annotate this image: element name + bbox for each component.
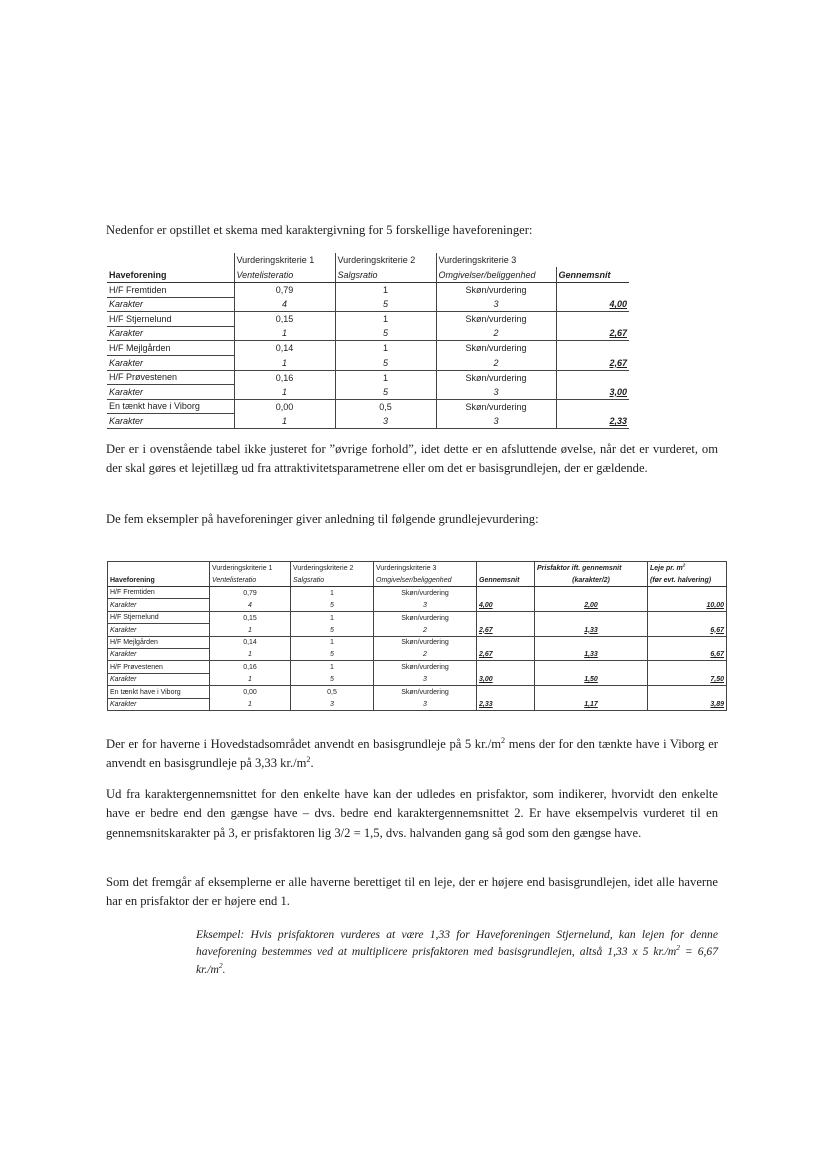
table-cell: 3 [436, 297, 556, 312]
table-cell: 1 [335, 283, 436, 298]
table-cell: 0,5 [291, 686, 374, 698]
table-row [107, 385, 629, 400]
table-cell: 1 [210, 624, 291, 636]
table-cell: Skøn/vurdering [374, 611, 477, 623]
table-cell: 1 [210, 648, 291, 660]
table-cell: 1,50 [535, 673, 648, 685]
table-cell: Skøn/vurdering [374, 636, 477, 648]
conclusion-paragraph: Som det fremgår af eksemplerne er alle haverne berettiget til en leje, der er højere end basisgrundlejen, idet alle haverne har en prisfaktor der er højere end 1. [106, 875, 718, 909]
table-cell: 4,00 [556, 297, 629, 312]
header-cell: Vurderingskriterie 3 [436, 253, 556, 267]
header-cell: (karakter/2) [535, 574, 648, 587]
table-cell: 1 [291, 661, 374, 673]
ground-rent-table [107, 561, 727, 711]
header-cell: Omgivelser/beliggenhed [436, 267, 556, 283]
table-cell: 0,14 [234, 341, 335, 356]
table-cell: 1 [234, 414, 335, 429]
table-row [107, 341, 629, 356]
table-cell: 3 [374, 698, 477, 710]
examples-intro: De fem eksempler på haveforeninger giver anledning til følgende grundlejevurdering: [106, 512, 539, 526]
table-cell: 4 [210, 599, 291, 611]
header-cell: Gennemsnit [556, 267, 629, 283]
table-cell: 7,50 [648, 673, 727, 685]
table-cell: H/F Mejlgården [107, 341, 234, 356]
table-cell [648, 661, 727, 673]
table-row [108, 673, 727, 685]
table-cell: 1 [234, 385, 335, 400]
table-cell: Karakter [107, 326, 234, 341]
table-cell: 2 [374, 648, 477, 660]
header-cell [108, 562, 210, 575]
header-cell: Prisfaktor ift. gennemsnit [535, 562, 648, 575]
table-cell: 2 [374, 624, 477, 636]
header-cell: Ventelisteratio [210, 574, 291, 587]
table-cell [556, 399, 629, 414]
header-cell [107, 253, 234, 267]
table-cell: H/F Prøvestenen [107, 370, 234, 385]
table-row [107, 399, 629, 414]
table-cell: Karakter [107, 355, 234, 370]
table-cell: 5 [291, 599, 374, 611]
table-cell: 4 [234, 297, 335, 312]
table-cell: Skøn/vurdering [436, 341, 556, 356]
header-cell: Vurderingskriterie 2 [335, 253, 436, 267]
example-note [196, 926, 718, 978]
table-cell: 2,33 [477, 698, 535, 710]
table-cell: Skøn/vurdering [436, 399, 556, 414]
table-cell: 0,16 [210, 661, 291, 673]
example-text: = 6,67 kr./m [196, 945, 718, 976]
table-cell [477, 587, 535, 599]
table-cell: 2 [436, 326, 556, 341]
header-cell: Gennemsnit [477, 574, 535, 587]
table-cell: Karakter [108, 698, 210, 710]
table-cell: 5 [335, 385, 436, 400]
table-cell [477, 611, 535, 623]
table-cell [535, 686, 648, 698]
table-row [107, 312, 629, 327]
table-cell: 2,67 [477, 624, 535, 636]
table-cell [556, 283, 629, 298]
example-text: . [222, 962, 226, 976]
header-cell: Vurderingskriterie 2 [291, 562, 374, 575]
table-cell: 0,14 [210, 636, 291, 648]
table-cell [556, 370, 629, 385]
table-cell: 1 [210, 698, 291, 710]
table-cell: 0,16 [234, 370, 335, 385]
superscript: 2 [676, 943, 680, 953]
table-cell: 6,67 [648, 648, 727, 660]
table-cell: 2,67 [556, 326, 629, 341]
table-cell: 3 [335, 414, 436, 429]
superscript: 2 [501, 735, 506, 745]
table-cell: 5 [335, 326, 436, 341]
header-cell: Salgsratio [335, 267, 436, 283]
table-cell: H/F Prøvestenen [108, 661, 210, 673]
table-cell: En tænkt have i Viborg [108, 686, 210, 698]
table-cell: 2 [436, 355, 556, 370]
table-cell: Skøn/vurdering [374, 587, 477, 599]
table-cell: 10,00 [648, 599, 727, 611]
table-cell [477, 661, 535, 673]
table-cell: 0,15 [234, 312, 335, 327]
table-cell: 0,00 [234, 399, 335, 414]
table-row [108, 648, 727, 660]
table-cell: 1 [234, 355, 335, 370]
table-cell: Karakter [108, 673, 210, 685]
table-cell [648, 587, 727, 599]
table-cell: 5 [291, 648, 374, 660]
header-cell: Omgivelser/beliggenhed [374, 574, 477, 587]
table-cell: Skøn/vurdering [436, 283, 556, 298]
table-cell: 2,00 [535, 599, 648, 611]
header-cell [648, 562, 727, 575]
header-cell: Salgsratio [291, 574, 374, 587]
table-cell: 0,79 [234, 283, 335, 298]
table-cell: En tænkt have i Viborg [107, 399, 234, 414]
adjustment-paragraph: Der er i ovenstående tabel ikke justeret for ”øvrige forhold”, idet dette er en afsluttende øvelse, når det er vurderet, om der skal gøres et lejetillæg ud fra attraktivitetsparametrene eller om det er basisgrundlejen, der er gældende. [106, 442, 718, 476]
table-cell [556, 341, 629, 356]
table-cell: 6,67 [648, 624, 727, 636]
header-cell [477, 562, 535, 575]
table-row [107, 326, 629, 341]
table-row [108, 587, 727, 599]
header-cell: Haveforening [108, 574, 210, 587]
header-cell: Vurderingskriterie 3 [374, 562, 477, 575]
superscript: 2 [218, 960, 223, 970]
table-cell: 1 [335, 341, 436, 356]
table-cell [535, 587, 648, 599]
table-cell: Skøn/vurdering [436, 370, 556, 385]
intro-text: Nedenfor er opstillet et skema med karaktergivning for 5 forskellige haveforeninger: [106, 223, 533, 237]
table-row [107, 414, 629, 429]
table-cell: 0,5 [335, 399, 436, 414]
basis-text: mens der for den tænkte have i Viborg er anvendt en basisgrundleje på 3,33 kr./m [106, 737, 718, 771]
header-cell [556, 253, 629, 267]
basis-text: . [310, 756, 314, 771]
table-row [108, 636, 727, 648]
table-cell: Skøn/vurdering [436, 312, 556, 327]
table-cell: Skøn/vurdering [374, 686, 477, 698]
table-cell: H/F Fremtiden [107, 283, 234, 298]
table-row [108, 661, 727, 673]
superscript: 2 [306, 755, 311, 765]
table-cell: 0,15 [210, 611, 291, 623]
table-cell [648, 611, 727, 623]
table-cell: 1,17 [535, 698, 648, 710]
table-cell: 1 [335, 370, 436, 385]
header-cell: Vurderingskriterie 1 [234, 253, 335, 267]
table-cell: 4,00 [477, 599, 535, 611]
table-cell: 3 [374, 673, 477, 685]
table-cell: H/F Fremtiden [108, 587, 210, 599]
table-cell [535, 636, 648, 648]
table-cell: 1 [291, 587, 374, 599]
table-cell: 1 [291, 611, 374, 623]
table-cell: 3 [374, 599, 477, 611]
table-cell: 3,89 [648, 698, 727, 710]
basis-text: Der er for haverne i Hovedstadsområdet anvendt en basisgrundleje på 5 kr./m [106, 737, 502, 751]
table-cell [535, 611, 648, 623]
table-cell: H/F Stjernelund [107, 312, 234, 327]
table-cell: H/F Stjernelund [108, 611, 210, 623]
table-cell: 2,67 [477, 648, 535, 660]
table-cell: 1,33 [535, 624, 648, 636]
table-cell: Karakter [107, 414, 234, 429]
example-text: Eksempel: Hvis prisfaktoren vurderes at være 1,33 for Haveforeningen Stjernelund, kan lejen for denne haveforening bestemmes ved at multiplicere prisfaktoren med basisgrundlejen, altså 1,33 x 5 kr./m [196, 928, 718, 959]
table-row [107, 283, 629, 298]
table-cell: 1 [335, 312, 436, 327]
table-cell: 2,67 [556, 355, 629, 370]
table-cell: Karakter [108, 648, 210, 660]
table-cell: 1 [234, 326, 335, 341]
table-cell: 1,33 [535, 648, 648, 660]
table-cell: 2,33 [556, 414, 629, 429]
table-cell: 3 [436, 385, 556, 400]
table-cell: 3 [291, 698, 374, 710]
table-cell [556, 312, 629, 327]
table-row [108, 611, 727, 623]
table-cell: 5 [291, 624, 374, 636]
table-cell: 0,79 [210, 587, 291, 599]
table-cell: 3,00 [477, 673, 535, 685]
table-cell [477, 636, 535, 648]
table-row [107, 355, 629, 370]
table-cell: 1 [291, 636, 374, 648]
header-cell: Haveforening [107, 267, 234, 283]
table-cell: 5 [291, 673, 374, 685]
table-cell: 3,00 [556, 385, 629, 400]
header-text: Leje pr. m [650, 565, 683, 572]
basis-rent-paragraph [106, 735, 718, 774]
header-cell: Vurderingskriterie 1 [210, 562, 291, 575]
table-row [107, 370, 629, 385]
table-cell [648, 686, 727, 698]
table-cell: Karakter [107, 385, 234, 400]
table-cell [648, 636, 727, 648]
table-cell: 5 [335, 355, 436, 370]
grading-table [107, 253, 629, 429]
table-cell: Skøn/vurdering [374, 661, 477, 673]
table-cell: 1 [210, 673, 291, 685]
table-cell: 3 [436, 414, 556, 429]
table-cell [477, 686, 535, 698]
unit-superscript: 2 [682, 562, 686, 568]
table-cell: Karakter [108, 599, 210, 611]
table-cell: H/F Mejlgården [108, 636, 210, 648]
table-row [107, 297, 629, 312]
price-factor-paragraph: Ud fra karaktergennemsnittet for den enkelte have kan der udledes en prisfaktor, som indikerer, hvorvidt den enkelte have er bedre end den gængse have – dvs. bedre end karaktergennemsnittet 2. Er have eksempelvis vurderet til en gennemsnitskarakter på 3, er prisfaktoren lig 3/2 = 1,5, dvs. halvanden gang så god som den gængse have. [106, 787, 718, 840]
table-row [108, 599, 727, 611]
table-cell: Karakter [108, 624, 210, 636]
table-row [108, 624, 727, 636]
table-row [108, 686, 727, 698]
header-cell: Ventelisteratio [234, 267, 335, 283]
table-cell: Karakter [107, 297, 234, 312]
table-cell: 0,00 [210, 686, 291, 698]
table-row [108, 698, 727, 710]
table-cell [535, 661, 648, 673]
table-cell: 5 [335, 297, 436, 312]
header-cell: (før evt. halvering) [648, 574, 727, 587]
